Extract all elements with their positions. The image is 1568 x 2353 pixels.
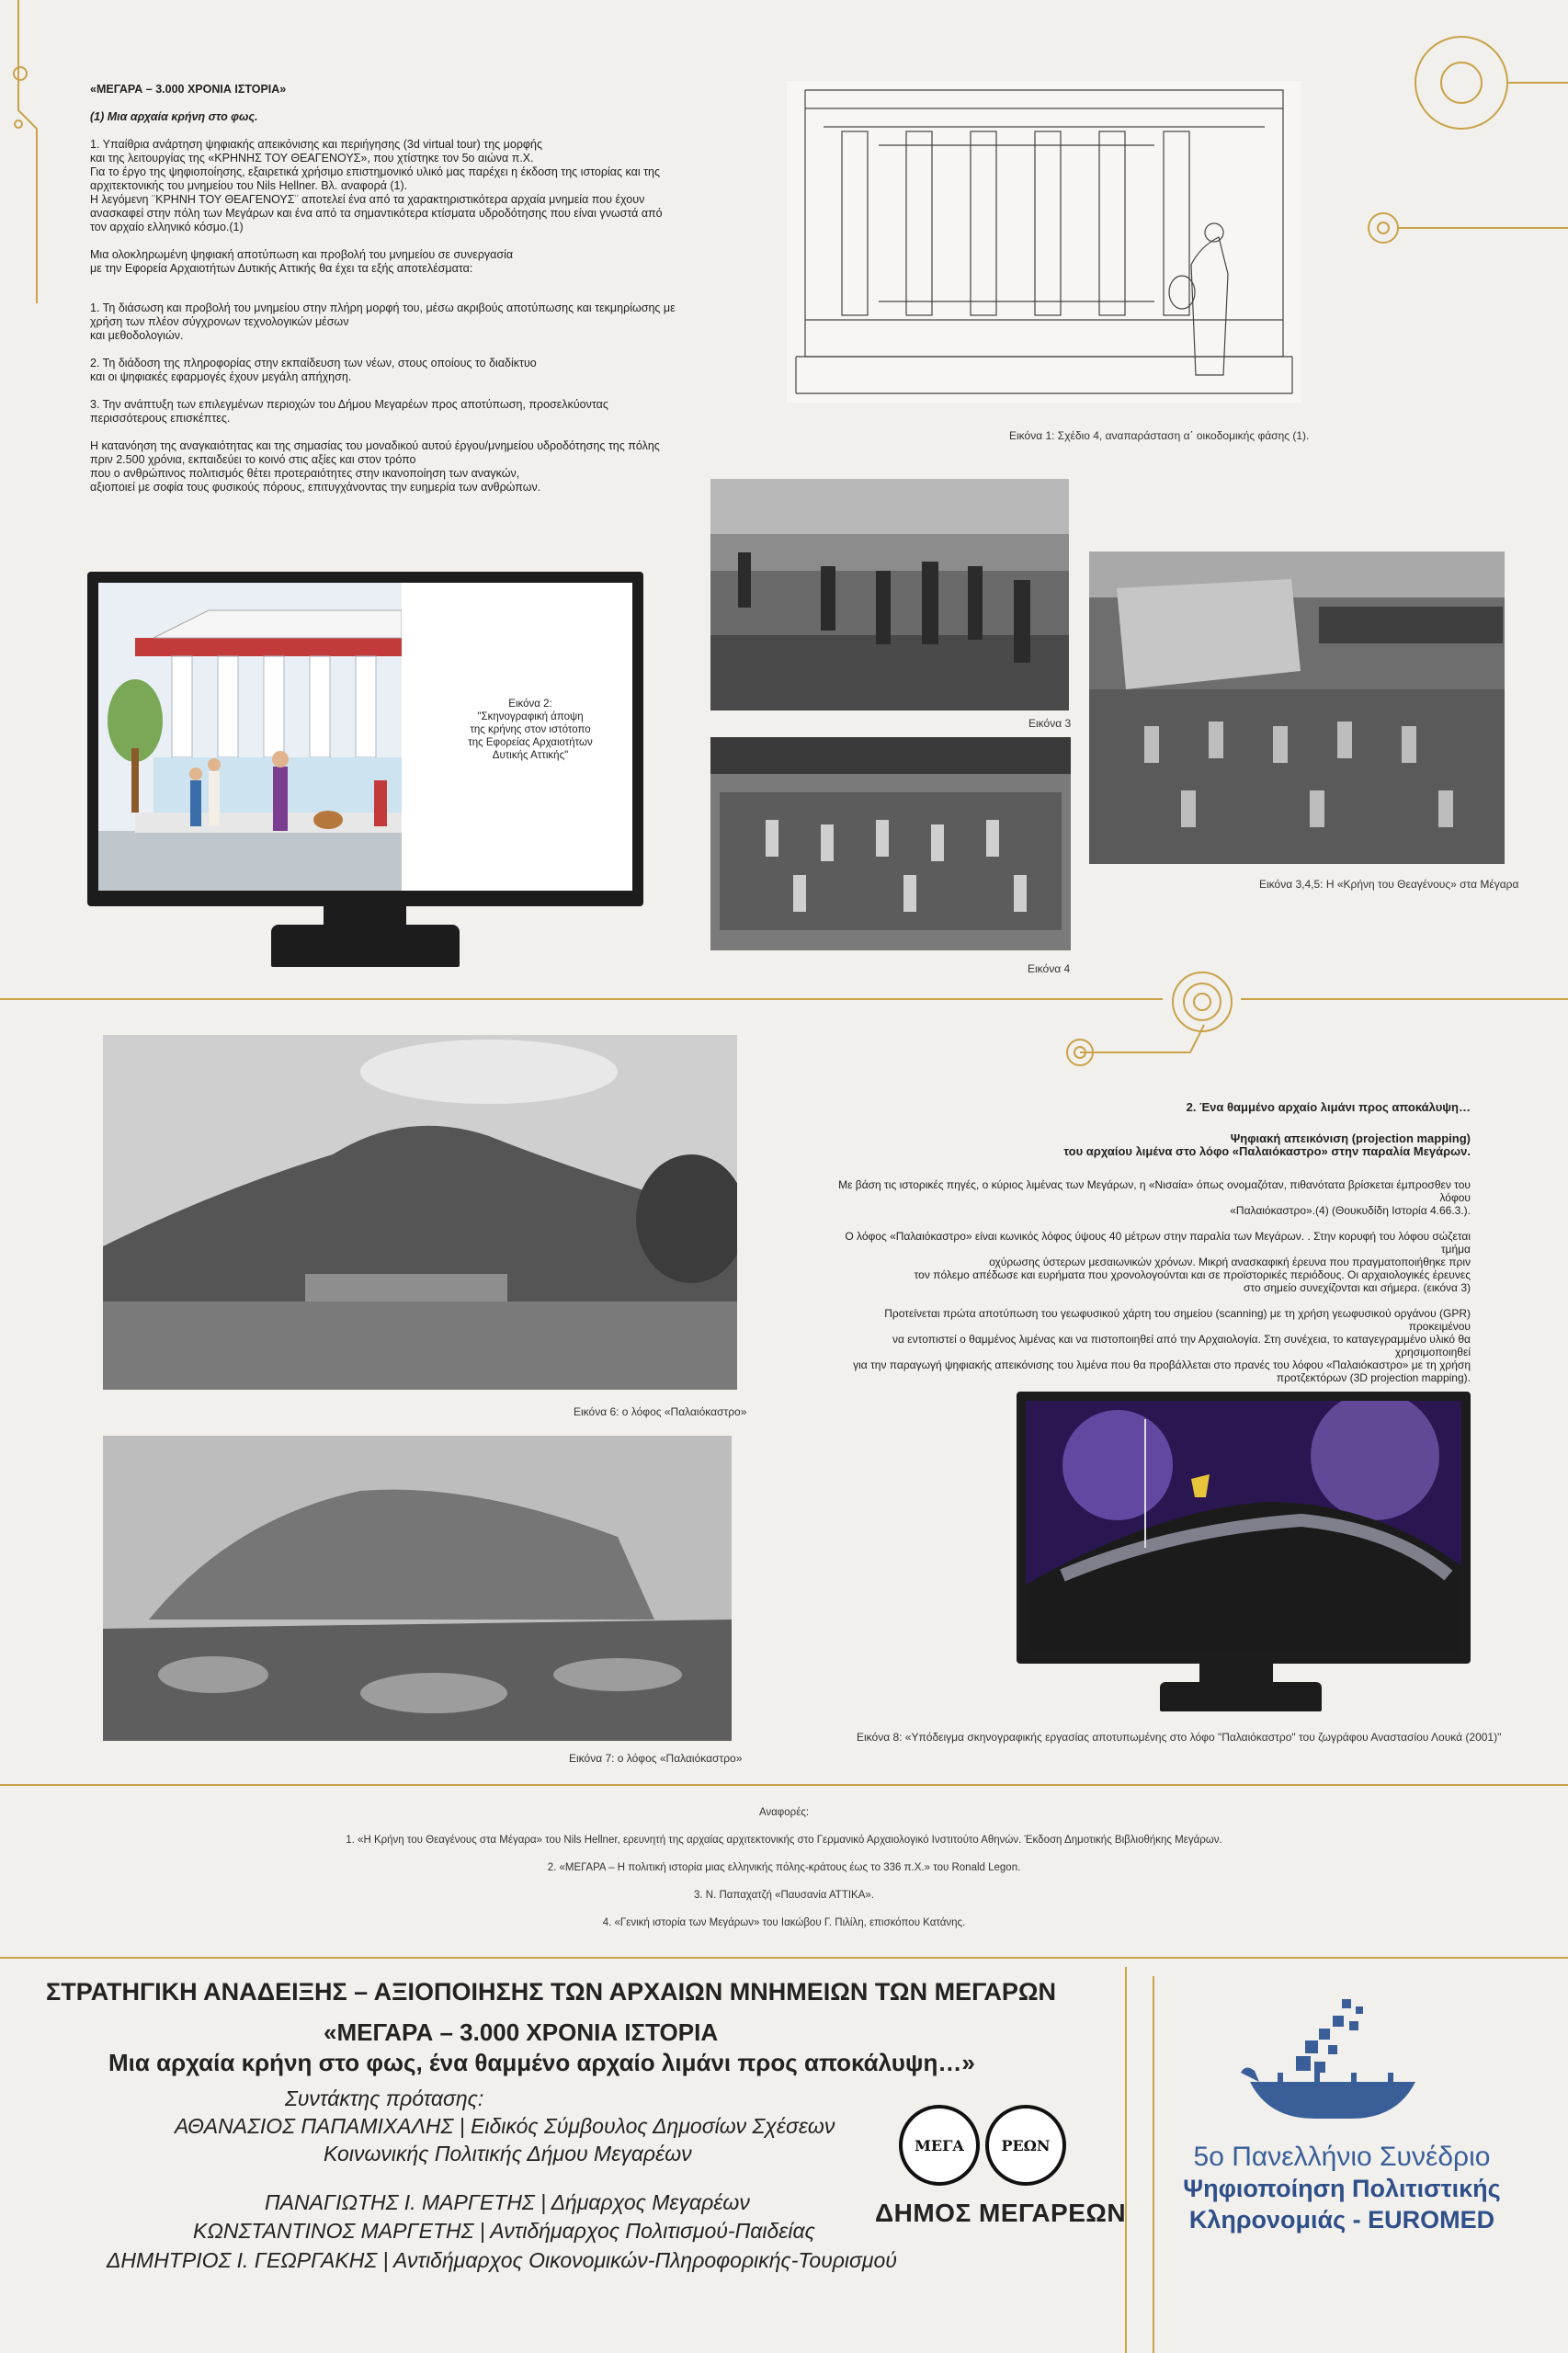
strategy-title: ΣΤΡΑΤΗΓΙΚΗ ΑΝΑΔΕΙΞΗΣ – ΑΞΙΟΠΟΙΗΣΗΣ ΤΩΝ ΑΡΧΑΙΩΝ ΜΝΗΜΕΙΩΝ ΤΩΝ ΜΕΓΑΡΩΝ (46, 1978, 1057, 2006)
official-line: ΚΩΝΣΤΑΝΤΙΝΟΣ ΜΑΡΓΕΤΗΣ | Αντιδήμαρχος Πολιτισμού-Παιδείας (193, 2219, 815, 2243)
official-line: ΔΗΜΗΤΡΙΟΣ Ι. ΓΕΩΡΓΑΚΗΣ | Αντιδήμαρχος Οικονομικών-Πληροφορικής-Τουρισμού (107, 2248, 897, 2272)
author-label: Συντάκτης πρότασης: (285, 2086, 484, 2110)
harbour-heading: 2. Ένα θαμμένο αρχαίο λιμάνι προς αποκάλυψη… (1186, 1100, 1471, 1114)
harbour-subheading: Ψηφιακή απεικόνιση (projection mapping) του αρχαίου λιμένα στο λόφο «Παλαιόκαστρο» στην παραλία Μεγάρων. (1063, 1131, 1471, 1158)
caption-image-1: Εικόνα 1: Σχέδιο 4, αναπαράσταση α΄ οικοδομικής φάσης (1). (1009, 429, 1310, 442)
intro-subtitle: (1) Μια αρχαία κρήνη στο φως. (90, 110, 258, 123)
conference-subtitle: Ψηφιοποίηση Πολιτιστικής (1183, 2175, 1501, 2202)
fountain-drawing (787, 81, 1301, 403)
monitor-neck (1199, 1664, 1273, 1684)
photo-visitors-at-fountain (710, 479, 1069, 710)
caption-images-3-4-5: Εικόνα 3,4,5: Η «Κρήνη του Θεαγένους» στα Μέγαρα (1259, 878, 1519, 891)
fountain-illustration (98, 583, 402, 891)
monitor-base (1160, 1682, 1322, 1711)
coin-text: ΡΕΩΝ (1001, 2137, 1051, 2154)
intro-paragraph: 1. Τη διάσωση και προβολή του μνημείου στην πλήρη μορφή του, μέσω ακριβούς αποτύπωσης και τεκμηρίωσης με χρήση των πλέον σύγχρονων τεχνολογικών μέσων και μεθοδολογιών. (90, 301, 676, 342)
references-title: Αναφορές: (758, 1807, 810, 1818)
caption-image-7: Εικόνα 7: ο λόφος «Παλαιόκαστρο» (569, 1752, 743, 1765)
intro-paragraph: 3. Την ανάπτυξη των επιλεγμένων περιοχών του Δήμου Μεγαρέων προς αποτύπωση, προσελκύοντας περισσότερους επισκέπτες. (90, 398, 608, 425)
monitor-base (271, 925, 460, 967)
reference-item: 2. «ΜΕΓΑΡΑ – Η πολιτική ιστορία μιας ελληνικής πόλης-κράτους έως το 336 π.Χ.» του Ronald Legon. (547, 1862, 1021, 1873)
intro-text (90, 83, 678, 508)
official-line: ΠΑΝΑΓΙΩΤΗΣ Ι. ΜΑΡΓΕΤΗΣ | Δήμαρχος Μεγαρέων (265, 2190, 750, 2214)
conference-subtitle: Κληρονομιάς - EUROMED (1188, 2206, 1495, 2234)
caption-image-2: Εικόνα 2: "Σκηνογραφική άποψη της κρήνης στον ιστότοπο της Εφορείας Αρχαιοτήτων Δυτικής Αττικής" (468, 699, 593, 761)
municipality-name: ΔΗΜΟΣ ΜΕΓΑΡΕΩΝ (875, 2199, 1127, 2227)
intro-paragraph: Μια ολοκληρωμένη ψηφιακή αποτύπωση και προβολή του μνημείου σε συνεργασία με την Εφορεία Αρχαιοτήτων Δυτικής Αττικής θα έχει τα εξής αποτελέσματα: (90, 248, 514, 275)
project-title: «ΜΕΓΑΡΑ – 3.000 ΧΡΟΝΙΑ ΙΣΤΟΡΙΑ (324, 2018, 719, 2046)
references (0, 1807, 1568, 1945)
harbour-paragraph: Προτείνεται πρώτα αποτύπωση του γεωφυσικού χάρτη του σημείου (scanning) με τη χρήση γεωφυσικού οργάνου (GPR) προκειμένου να εντοπιστεί ο θαμμένος λιμένας και να πιστοποιηθεί από την Αρχαιολογία. Στη συνέχεια, το καταγεγραμμένο υλικό θα χρησιμοποιηθεί για την παραγωγή ψηφιακής απεικόνισης του λιμένα που θα προβάλλεται στο πρανές του λόφου «Παλαιόκαστρο» με τη χρήση προτζεκτόρων (3D projection mapping). (853, 1307, 1471, 1384)
reference-item: 3. Ν. Παπαχατζή «Παυσανία ΑΤΤΙΚΑ». (694, 1890, 874, 1901)
monitor-neck (324, 906, 406, 926)
photo-palaiokastro-fortification (103, 1436, 732, 1741)
projection-mapping-artwork (1026, 1401, 1461, 1654)
monitor-display (98, 583, 632, 891)
photo-fountain-ruins (710, 737, 1071, 950)
intro-paragraph: 1. Υπαίθρια ανάρτηση ψηφιακής απεικόνισης και περιήγησης (3d virtual tour) της μορφής και της λειτουργίας της «ΚΡΗΝΗΣ ΤΟΥ ΘΕΑΓΕΝΟΥΣ», που χτίστηκε τον 5ο αιώνα π.Χ. Για το έργο της ψηφιοποίησης, εξαιρετικά χρήσιμο επιστημονικό υλικό μας παρέχει η έκδοση της ιστορίας και της αρχιτεκτονικής του μνημείου του Nils Hellner. Βλ. αναφορά (1). Η λεγόμενη ¨ΚΡΗΝΗ ΤΟΥ ΘΕΑΓΕΝΟΥΣ¨ αποτελεί ένα από τα χαρακτηριστικότερα αρχαία μνημεία που έχουν ανασκαφεί στην πόλη των Μεγάρων και ένα από τα σημαντικότερα κτίσματα υδροδότησης που είναι γνωστά από τον αρχαίο ελληνικό κόσμο.(1) (90, 138, 663, 233)
intro-paragraph: Η κατανόηση της αναγκαιότητας και της σημασίας του μοναδικού αυτού έργου/μνημείου υδροδότησης της πόλης πριν 2.500 χρόνια, εκπαιδεύει το κοινό στις αξίες και στον τρόπο που ο ανθρώπινος πολιτισμός θέτει προτεραιότητες στην ικανοποίηση των αναγκών, αξιοποιεί με σοφία τους φυσικούς πόρους, επιτυγχάνοντας την ευημερία των ανθρώπων. (90, 439, 660, 494)
project-subtitle: Μια αρχαία κρήνη στο φως, ένα θαμμένο αρχαίο λιμάνι προς αποκάλυψη…» (108, 2049, 975, 2076)
harbour-section (827, 1101, 1471, 1397)
monitor-screen (1017, 1392, 1471, 1664)
caption-image-4: Εικόνα 4 (1028, 962, 1071, 975)
municipality-coins-logo (897, 2103, 1068, 2188)
author-line: Κοινωνικής Πολιτικής Δήμου Μεγαρέων (324, 2142, 692, 2165)
photo-fountain-excavation (1089, 551, 1505, 864)
caption-image-3: Εικόνα 3 (1028, 717, 1072, 730)
photo-palaiokastro-hill (103, 1035, 737, 1390)
coin-text: ΜΕΓΑ (915, 2137, 964, 2154)
caption-image-8: Εικόνα 8: «Υπόδειγμα σκηνογραφικής εργασίας αποτυπωμένης στο λόφο "Παλαιόκαστρο" του ζωγράφου Αναστασίου Λουκά (2001)" (857, 1731, 1502, 1744)
reference-item: 1. «Η Κρήνη του Θεαγένους στα Μέγαρα» του Nils Hellner, ερευνητή της αρχαίας αρχιτεκτονικής στο Γερμανικό Αρχαιολογικό Ινστιτούτο Αθηνών. Έκδοση Δημοτικής Βιβλιοθήκης Μεγάρων. (346, 1835, 1222, 1846)
caption-image-6: Εικόνα 6: ο λόφος «Παλαιόκαστρο» (574, 1405, 747, 1418)
reference-item: 4. «Γενική ιστορία των Μεγάρων» του Ιακώβου Γ. Πιλίλη, επισκόπου Κατάνης. (602, 1917, 966, 1928)
author-line: ΑΘΑΝΑΣΙΟΣ ΠΑΠΑΜΙΧΑΛΗΣ | Ειδικός Σύμβουλος Δημοσίων Σχέσεων (175, 2114, 835, 2138)
conference-title: 5ο Πανελλήνιο Συνέδριο (1193, 2142, 1491, 2172)
euromed-conference (1176, 2142, 1507, 2235)
intro-paragraph: 2. Τη διάδοση της πληροφορίας στην εκπαίδευση των νέων, στους οποίους το διαδίκτυο και οι ψηφιακές εφαρμογές έχουν μεγάλη απήχηση. (90, 357, 537, 383)
euromed-ship-logo (1241, 1990, 1425, 2137)
intro-title: «ΜΕΓΑΡΑ – 3.000 ΧΡΟΝΙΑ ΙΣΤΟΡΙΑ» (90, 83, 287, 96)
harbour-paragraph: Με βάση τις ιστορικές πηγές, ο κύριος λιμένας των Μεγάρων, η «Νισαία» όπως ονομαζόταν, πιθανότατα βρίσκεται έμπροσθεν του λόφου «Παλαιόκαστρο».(4) (Θουκυδίδη Ιστορία 4.66.3.). (838, 1178, 1471, 1217)
monitor-screen (87, 572, 643, 906)
harbour-paragraph: Ο λόφος «Παλαιόκαστρο» είναι κωνικός λόφος ύψους 40 μέτρων στην παραλία των Μεγάρων. . Στην κορυφή του λόφου σώζεται τμήμα οχύρωσης ύστερων μεσαιωνικών χρόνων. Μικρή ανασκαφική έρευνα που πραγματοποιήθηκε πριν τον πόλεμο απέδωσε και ευρήματα που χρονολογούνται και σε προϊστορικές περιόδους. Οι αρχαιολογικές έρευνες στο σημείο συνεχίζονται και σήμερα. (εικόνα 3) (845, 1230, 1471, 1294)
